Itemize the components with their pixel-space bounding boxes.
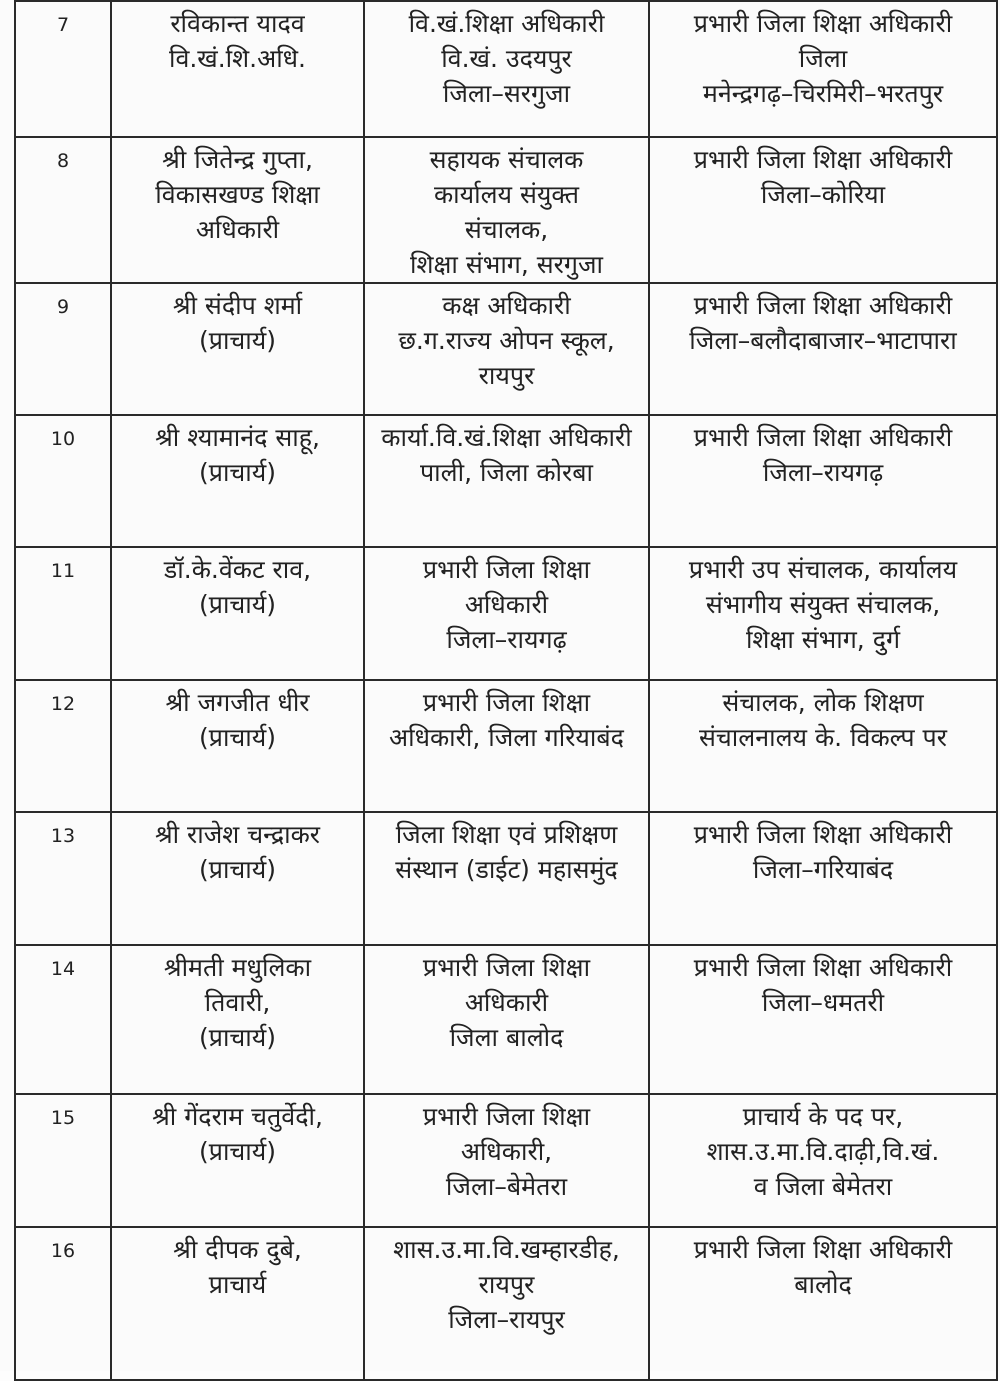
serial-number-cell	[15, 812, 111, 945]
table-row	[15, 812, 997, 945]
new-posting-line: जिला–धमतरी	[761, 988, 885, 1017]
new-posting-cell	[649, 812, 997, 945]
new-posting-cell	[649, 945, 997, 1094]
officer-name-line: रविकान्त यादव	[170, 9, 305, 38]
table-row	[15, 283, 997, 415]
table-row	[15, 1094, 997, 1227]
new-posting-line: मनेन्द्रगढ़–चिरमिरी–भरतपुर	[702, 79, 944, 108]
current-posting-line: शास.उ.मा.वि.खम्हारडीह,	[393, 1235, 620, 1264]
officer-name-cell	[111, 415, 364, 547]
new-posting-line: प्रभारी जिला शिक्षा अधिकारी	[693, 145, 953, 174]
current-posting-line: पाली, जिला कोरबा	[419, 458, 594, 487]
current-posting-line: कार्या.वि.खं.शिक्षा अधिकारी	[381, 423, 632, 452]
current-posting-line: प्रभारी जिला शिक्षा	[422, 953, 591, 982]
new-posting-line: प्रभारी जिला शिक्षा अधिकारी	[693, 820, 953, 849]
current-posting-line: अधिकारी	[464, 590, 549, 619]
officer-name-line: प्राचार्य	[208, 1270, 267, 1299]
current-posting-cell	[364, 547, 649, 680]
current-posting-line: अधिकारी	[464, 988, 549, 1017]
current-posting-line: अधिकारी, जिला गरियाबंद	[389, 723, 624, 752]
serial-number-line: 7	[56, 14, 70, 36]
new-posting-line: जिला–गरियाबंद	[752, 855, 894, 884]
current-posting-line: जिला–बेमेतरा	[445, 1172, 568, 1201]
serial-number-line: 9	[56, 296, 70, 318]
serial-number-line: 10	[50, 428, 76, 450]
current-posting-cell	[364, 283, 649, 415]
new-posting-line: प्रभारी जिला शिक्षा अधिकारी	[693, 9, 953, 38]
current-posting-cell	[364, 945, 649, 1094]
officer-name-line: श्रीमती मधुलिका	[163, 953, 312, 982]
current-posting-line: कक्ष अधिकारी	[442, 291, 571, 320]
serial-number-cell	[15, 415, 111, 547]
officer-name-cell	[111, 812, 364, 945]
new-posting-line: जिला–रायगढ़	[762, 458, 884, 487]
current-posting-line: कार्यालय संयुक्त	[433, 180, 580, 209]
new-posting-line: व जिला बेमेतरा	[753, 1172, 893, 1201]
current-posting-line: छ.ग.राज्य ओपन स्कूल,	[398, 326, 615, 355]
officer-name-line: श्री संदीप शर्मा	[172, 291, 303, 320]
current-posting-line: संचालक,	[464, 215, 549, 244]
current-posting-line: जिला–रायगढ़	[446, 625, 567, 654]
serial-number-line: 11	[50, 560, 76, 582]
officer-name-line: अधिकारी	[195, 215, 280, 244]
transfer-table	[14, 0, 998, 1381]
new-posting-line: संचालनालय के. विकल्प पर	[699, 723, 947, 752]
new-posting-cell	[649, 547, 997, 680]
officer-name-cell	[111, 137, 364, 283]
current-posting-cell	[364, 1227, 649, 1380]
new-posting-line: शास.उ.मा.वि.दाढ़ी,वि.खं.	[706, 1137, 940, 1166]
current-posting-cell	[364, 1094, 649, 1227]
table-row	[15, 1, 997, 137]
officer-name-line: (प्राचार्य)	[198, 855, 277, 884]
current-posting-line: वि.खं. उदयपुर	[441, 44, 572, 73]
new-posting-cell	[649, 283, 997, 415]
officer-name-line: वि.खं.शि.अधि.	[168, 44, 307, 73]
new-posting-line: जिला–बलौदाबाजार–भाटापारा	[689, 326, 957, 355]
officer-name-line: श्री राजेश चन्द्राकर	[154, 820, 321, 849]
new-posting-line: प्राचार्य के पद पर,	[742, 1102, 904, 1131]
serial-number-line: 12	[50, 693, 76, 715]
current-posting-line: अधिकारी,	[460, 1137, 553, 1166]
new-posting-line: शिक्षा संभाग, दुर्ग	[745, 625, 901, 654]
serial-number-cell	[15, 680, 111, 812]
serial-number-line: 14	[50, 958, 76, 980]
new-posting-line: प्रभारी जिला शिक्षा अधिकारी	[693, 1235, 953, 1264]
new-posting-line: संभागीय संयुक्त संचालक,	[705, 590, 941, 619]
new-posting-line: जिला	[798, 44, 848, 73]
new-posting-line: प्रभारी जिला शिक्षा अधिकारी	[693, 953, 953, 982]
officer-name-cell	[111, 945, 364, 1094]
current-posting-line: संस्थान (डाईट) महासमुंद	[395, 855, 618, 884]
officer-name-line: श्री जितेन्द्र गुप्ता,	[162, 145, 313, 174]
officer-name-cell	[111, 1094, 364, 1227]
new-posting-cell	[649, 1, 997, 137]
current-posting-line: प्रभारी जिला शिक्षा	[422, 555, 591, 584]
table-row	[15, 137, 997, 283]
serial-number-line: 15	[50, 1107, 76, 1129]
current-posting-line: जिला–सरगुजा	[442, 79, 571, 108]
officer-name-line: श्री श्यामानंद साहू,	[155, 423, 320, 452]
serial-number-line: 13	[50, 825, 76, 847]
table-row	[15, 415, 997, 547]
officer-name-cell	[111, 547, 364, 680]
current-posting-cell	[364, 415, 649, 547]
current-posting-cell	[364, 812, 649, 945]
new-posting-cell	[649, 1227, 997, 1380]
officer-name-line: श्री गेंदराम चतुर्वेदी,	[152, 1102, 323, 1131]
new-posting-line: प्रभारी जिला शिक्षा अधिकारी	[693, 291, 953, 320]
table-row	[15, 945, 997, 1094]
table-row	[15, 547, 997, 680]
serial-number-cell	[15, 1094, 111, 1227]
new-posting-line: बालोद	[794, 1270, 852, 1299]
officer-name-line: (प्राचार्य)	[198, 723, 277, 752]
serial-number-cell	[15, 547, 111, 680]
officer-name-line: श्री जगजीत धीर	[165, 688, 310, 717]
officer-name-cell	[111, 1, 364, 137]
new-posting-cell	[649, 137, 997, 283]
officer-name-cell	[111, 283, 364, 415]
officer-name-line: (प्राचार्य)	[198, 1137, 277, 1166]
officer-name-line: श्री दीपक दुबे,	[173, 1235, 302, 1264]
new-posting-cell	[649, 1094, 997, 1227]
current-posting-line: प्रभारी जिला शिक्षा	[422, 688, 591, 717]
officer-name-line: (प्राचार्य)	[198, 326, 277, 355]
serial-number-cell	[15, 945, 111, 1094]
current-posting-line: जिला–रायपुर	[448, 1305, 565, 1334]
new-posting-line: प्रभारी उप संचालक, कार्यालय	[688, 555, 958, 584]
officer-name-cell	[111, 1227, 364, 1380]
current-posting-line: सहायक संचालक	[429, 145, 584, 174]
current-posting-cell	[364, 680, 649, 812]
serial-number-cell	[15, 137, 111, 283]
serial-number-cell	[15, 1, 111, 137]
current-posting-line: रायपुर	[478, 361, 535, 390]
current-posting-line: प्रभारी जिला शिक्षा	[422, 1102, 591, 1131]
officer-name-line: तिवारी,	[204, 988, 271, 1017]
table-row	[15, 680, 997, 812]
current-posting-line: शिक्षा संभाग, सरगुजा	[410, 250, 603, 279]
new-posting-line: प्रभारी जिला शिक्षा अधिकारी	[693, 423, 953, 452]
current-posting-line: जिला बालोद	[449, 1023, 564, 1052]
current-posting-cell	[364, 137, 649, 283]
officer-name-line: (प्राचार्य)	[198, 458, 277, 487]
new-posting-line: जिला–कोरिया	[760, 180, 886, 209]
officer-name-line: डॉ.के.वेंकट राव,	[163, 555, 312, 584]
officer-name-line: (प्राचार्य)	[198, 1023, 277, 1052]
serial-number-cell	[15, 283, 111, 415]
serial-number-cell	[15, 1227, 111, 1380]
new-posting-line: संचालक, लोक शिक्षण	[722, 688, 924, 717]
serial-number-line: 8	[56, 150, 70, 172]
officer-name-cell	[111, 680, 364, 812]
current-posting-line: वि.खं.शिक्षा अधिकारी	[408, 9, 605, 38]
officer-name-line: विकासखण्ड शिक्षा	[155, 180, 320, 209]
transfer-table-body	[15, 1, 997, 1380]
officer-name-line: (प्राचार्य)	[198, 590, 277, 619]
current-posting-line: रायपुर	[478, 1270, 535, 1299]
serial-number-line: 16	[50, 1240, 76, 1262]
table-row	[15, 1227, 997, 1380]
current-posting-line: जिला शिक्षा एवं प्रशिक्षण	[395, 820, 618, 849]
new-posting-cell	[649, 680, 997, 812]
current-posting-cell	[364, 1, 649, 137]
new-posting-cell	[649, 415, 997, 547]
